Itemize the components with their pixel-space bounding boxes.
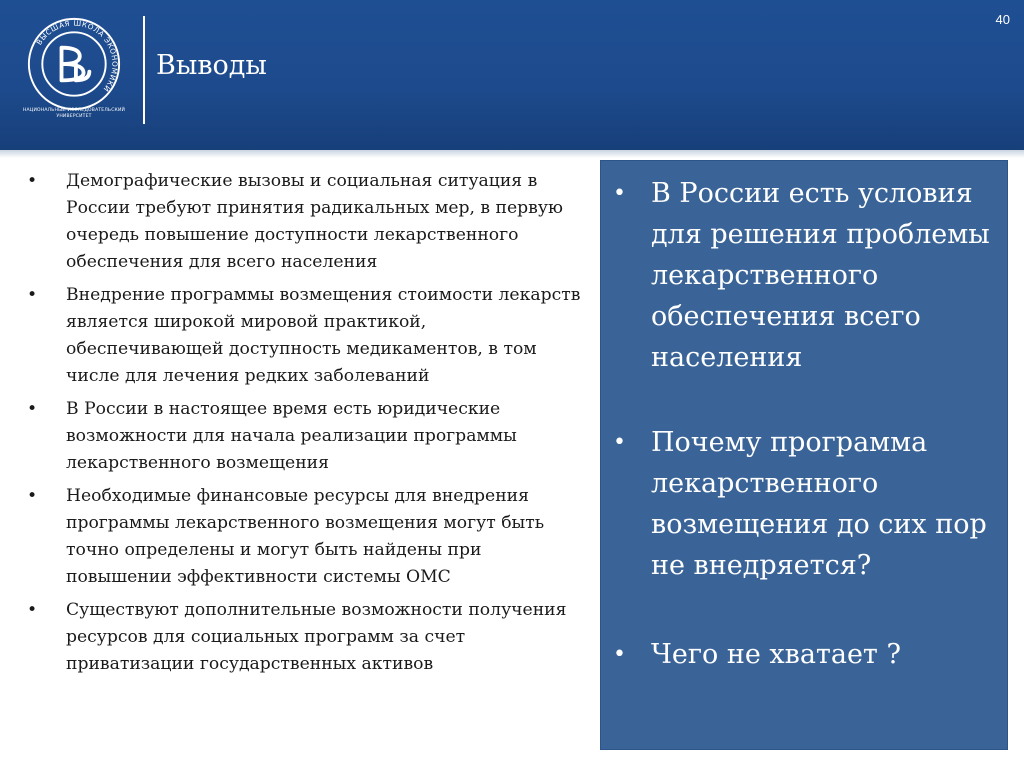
right-bullet-list [611, 173, 1001, 675]
header-divider [143, 16, 145, 124]
list-item-text: В России в настоящее время есть юридические возможности для начала реализации программы лекарственного возмещения [66, 399, 517, 473]
list-item-text: Чего не хватает ? [651, 639, 901, 670]
logo-ring-text: ВЫСШАЯ ШКОЛА ЭКОНОМИКИ [34, 18, 120, 94]
logo-caption [10, 108, 138, 120]
logo-caption-line: НАЦИОНАЛЬНЫЙ ИССЛЕДОВАТЕЛЬСКИЙ [22, 108, 126, 113]
list-item-text: Внедрение программы возмещения стоимости лекарств является широкой мировой практикой, обеспечивающей доступность медикаментов, в том числе для лечения редких заболеваний [66, 285, 581, 386]
list-item [24, 483, 584, 591]
summary-panel [600, 160, 1008, 750]
bullet-icon: • [613, 181, 626, 206]
list-item [611, 422, 1001, 586]
header-bar [0, 0, 1024, 150]
bullet-icon: • [27, 285, 38, 305]
list-item-text: В России есть условия для решения проблемы лекарственного обеспечения всего населения [651, 178, 990, 373]
list-item [611, 173, 1001, 378]
list-item [24, 597, 584, 678]
page-number: 40 [995, 12, 1010, 27]
hse-logo-icon [26, 16, 122, 112]
bullet-icon: • [27, 486, 38, 506]
logo-caption-line: УНИВЕРСИТЕТ [56, 114, 92, 119]
list-item-text: Демографические вызовы и социальная ситуация в России требуют принятия радикальных мер, в первую очередь повышение доступности лекарственного обеспечения для всего населения [66, 171, 563, 272]
bullet-icon: • [27, 171, 38, 191]
list-item [24, 168, 584, 276]
bullet-icon: • [27, 399, 38, 419]
list-item [24, 396, 584, 477]
list-item [24, 282, 584, 390]
slide-title: Выводы [156, 50, 267, 81]
header-shadow [0, 150, 1024, 158]
bullet-icon: • [27, 600, 38, 620]
list-item-text: Существуют дополнительные возможности получения ресурсов для социальных программ за счет приватизации государственных активов [66, 600, 567, 674]
bullet-icon: • [613, 642, 626, 667]
list-item [611, 634, 1001, 675]
list-item-text: Необходимые финансовые ресурсы для внедрения программы лекарственного возмещения могут быть точно определены и могут быть найдены при повышении эффективности системы ОМС [66, 486, 545, 587]
bullet-icon: • [613, 430, 626, 455]
list-item-text: Почему программа лекарственного возмещения до сих пор не внедряется? [651, 427, 987, 581]
left-bullet-list [24, 168, 584, 684]
